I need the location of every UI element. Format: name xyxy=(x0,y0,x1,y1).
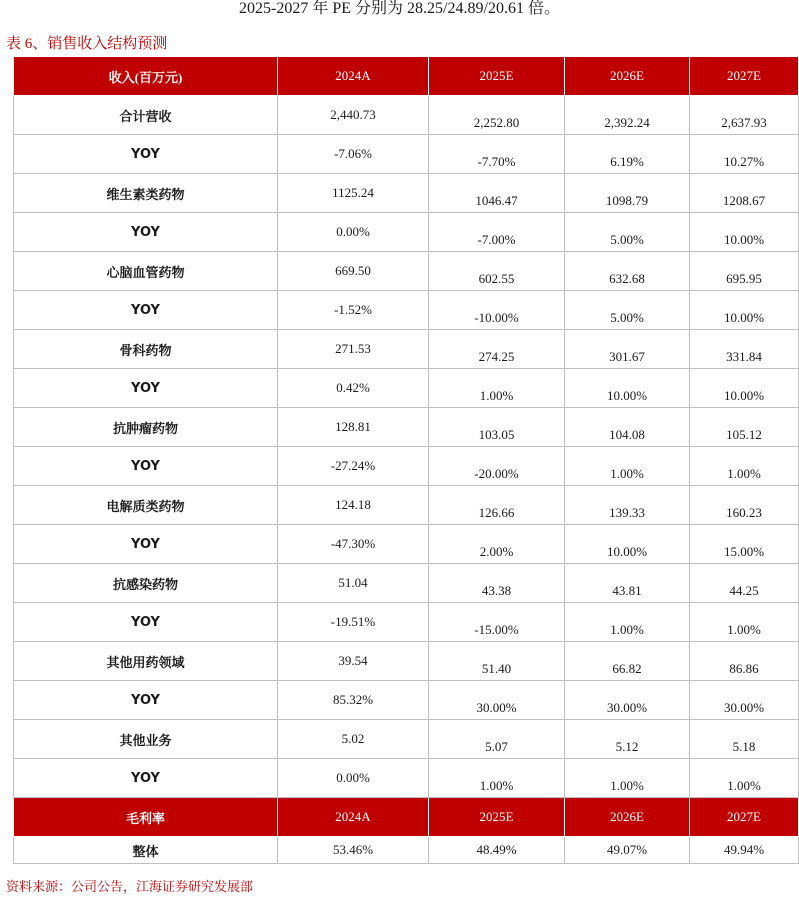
value-text: 10.00% xyxy=(606,388,648,403)
value-cell xyxy=(690,564,799,603)
value-cell xyxy=(690,720,799,759)
value-text: 5.07 xyxy=(485,739,508,754)
value-cell: 48.49% xyxy=(429,837,565,864)
value-cell xyxy=(429,408,565,447)
table-row xyxy=(14,291,799,330)
value-cell: 49.94% xyxy=(690,837,799,864)
value-text: -15.00% xyxy=(474,622,519,637)
row-label: 其他业务 xyxy=(14,720,278,759)
value-text: 10.00% xyxy=(723,388,765,403)
value-text: 10.00% xyxy=(723,232,765,247)
row-label: YOY xyxy=(14,291,278,330)
value-text: 602.55 xyxy=(478,271,515,286)
value-text: 86.86 xyxy=(729,661,759,676)
value-text: 51.40 xyxy=(481,661,512,676)
table-row xyxy=(14,486,799,525)
value-cell xyxy=(429,330,565,369)
table-row xyxy=(14,564,799,603)
value-cell xyxy=(565,96,690,135)
value-cell xyxy=(690,174,799,213)
value-cell xyxy=(565,486,690,525)
margin-header-cell: 2027E xyxy=(690,798,799,837)
value-text: 30.00% xyxy=(723,700,765,715)
row-label: 抗感染药物 xyxy=(14,564,278,603)
value-cell xyxy=(429,135,565,174)
value-cell: 128.81 xyxy=(278,408,429,447)
table-row xyxy=(14,447,799,486)
value-cell: 51.04 xyxy=(278,564,429,603)
header-cell: 收入(百万元) xyxy=(14,57,278,96)
value-cell xyxy=(565,564,690,603)
value-cell: 85.32% xyxy=(278,681,429,720)
value-cell xyxy=(565,642,690,681)
table-row xyxy=(14,759,799,798)
value-cell: 124.18 xyxy=(278,486,429,525)
margin-header-row xyxy=(14,798,799,837)
margin-header-cell: 2026E xyxy=(565,798,690,837)
value-text: 1046.47 xyxy=(475,193,518,208)
value-cell xyxy=(429,252,565,291)
row-label: 合计营收 xyxy=(14,96,278,135)
value-text: 274.25 xyxy=(478,349,515,364)
row-label: 其他用药领域 xyxy=(14,642,278,681)
value-cell: 0.00% xyxy=(278,213,429,252)
value-cell xyxy=(565,252,690,291)
value-text: 1208.67 xyxy=(722,193,766,208)
value-cell: -27.24% xyxy=(278,447,429,486)
value-text: 30.00% xyxy=(476,700,517,715)
value-cell: 53.46% xyxy=(278,837,429,864)
value-cell: 1125.24 xyxy=(278,174,429,213)
value-cell xyxy=(429,369,565,408)
value-cell xyxy=(690,252,799,291)
value-cell xyxy=(565,603,690,642)
value-cell xyxy=(565,681,690,720)
value-cell xyxy=(429,96,565,135)
row-label: YOY xyxy=(14,525,278,564)
value-text: 301.67 xyxy=(609,349,645,364)
value-text: -20.00% xyxy=(474,466,519,481)
value-text: 15.00% xyxy=(723,544,765,559)
value-cell xyxy=(429,291,565,330)
value-cell: 49.07% xyxy=(565,837,690,864)
margin-row xyxy=(14,837,799,864)
value-cell xyxy=(690,213,799,252)
value-cell xyxy=(565,291,690,330)
table-row xyxy=(14,252,799,291)
value-cell xyxy=(690,681,799,720)
margin-header-cell: 2025E xyxy=(429,798,565,837)
table-row xyxy=(14,96,799,135)
row-label: YOY xyxy=(14,213,278,252)
value-cell xyxy=(429,447,565,486)
value-cell xyxy=(565,174,690,213)
value-text: 2,252.80 xyxy=(473,115,520,130)
value-text: 43.81 xyxy=(612,583,642,598)
value-text: 5.12 xyxy=(615,739,639,754)
header-cell: 2026E xyxy=(565,57,690,96)
value-cell xyxy=(565,213,690,252)
table-title: 表 6、销售收入结构预测 xyxy=(6,36,168,52)
row-label: 整体 xyxy=(14,837,278,864)
summary-line: 2025-2027 年 PE 分别为 28.25/24.89/20.61 倍。 xyxy=(239,0,560,17)
value-text: 160.23 xyxy=(726,505,762,520)
header-cell: 2025E xyxy=(429,57,565,96)
row-label: YOY xyxy=(14,759,278,798)
revenue-forecast-table-container xyxy=(13,56,798,864)
value-cell xyxy=(565,330,690,369)
value-text: 104.08 xyxy=(609,427,645,442)
value-text: 126.66 xyxy=(478,505,515,520)
value-text: -7.00% xyxy=(477,232,516,247)
margin-header-cell: 2024A xyxy=(278,798,429,837)
table-row xyxy=(14,330,799,369)
revenue-forecast-table xyxy=(13,56,799,864)
value-cell xyxy=(690,408,799,447)
value-cell xyxy=(429,759,565,798)
value-cell xyxy=(690,642,799,681)
value-text: 105.12 xyxy=(726,427,762,442)
value-cell xyxy=(429,213,565,252)
value-text: 139.33 xyxy=(609,505,645,520)
value-cell xyxy=(690,135,799,174)
source-note: 资料来源：公司公告，江海证券研究发展部 xyxy=(6,880,254,895)
value-text: 1.00% xyxy=(727,622,761,637)
value-cell xyxy=(429,642,565,681)
value-text: 2,637.93 xyxy=(721,115,767,130)
table-row xyxy=(14,681,799,720)
value-cell: 2,440.73 xyxy=(278,96,429,135)
value-cell xyxy=(565,720,690,759)
value-text: 5.00% xyxy=(610,232,644,247)
value-cell xyxy=(690,291,799,330)
value-cell xyxy=(690,486,799,525)
value-text: 43.38 xyxy=(481,583,512,598)
value-cell xyxy=(690,96,799,135)
value-text: 1.00% xyxy=(727,778,761,793)
value-cell xyxy=(429,525,565,564)
value-text: 1.00% xyxy=(727,466,761,481)
value-text: 1.00% xyxy=(610,466,644,481)
value-text: 66.82 xyxy=(612,661,642,676)
value-cell: 39.54 xyxy=(278,642,429,681)
value-text: 2,392.24 xyxy=(604,115,650,130)
row-label: 骨科药物 xyxy=(14,330,278,369)
value-text: 1098.79 xyxy=(605,193,649,208)
table-row xyxy=(14,135,799,174)
value-cell xyxy=(690,759,799,798)
value-text: 1.00% xyxy=(610,622,644,637)
value-cell xyxy=(690,330,799,369)
table-header-row xyxy=(14,57,799,96)
value-cell xyxy=(565,135,690,174)
table-row xyxy=(14,603,799,642)
value-text: -7.70% xyxy=(477,154,516,169)
table-row xyxy=(14,174,799,213)
value-cell xyxy=(690,603,799,642)
value-cell xyxy=(690,369,799,408)
value-cell: 271.53 xyxy=(278,330,429,369)
value-cell xyxy=(429,720,565,759)
row-label: YOY xyxy=(14,603,278,642)
table-row xyxy=(14,642,799,681)
value-text: 103.05 xyxy=(478,427,515,442)
value-cell: 0.42% xyxy=(278,369,429,408)
value-cell xyxy=(565,525,690,564)
value-cell xyxy=(429,681,565,720)
value-text: 5.00% xyxy=(610,310,644,325)
row-label: 心脑血管药物 xyxy=(14,252,278,291)
value-cell xyxy=(690,525,799,564)
value-text: 44.25 xyxy=(729,583,759,598)
value-cell: -19.51% xyxy=(278,603,429,642)
table-row xyxy=(14,408,799,447)
value-text: 1.00% xyxy=(610,778,644,793)
value-text: 632.68 xyxy=(609,271,645,286)
table-row xyxy=(14,369,799,408)
value-cell xyxy=(565,408,690,447)
value-text: 30.00% xyxy=(606,700,648,715)
value-text: 1.00% xyxy=(479,388,514,403)
value-text: 10.00% xyxy=(723,310,765,325)
value-cell xyxy=(565,369,690,408)
table-row xyxy=(14,213,799,252)
value-text: 6.19% xyxy=(610,154,644,169)
row-label: 维生素类药物 xyxy=(14,174,278,213)
value-cell: 0.00% xyxy=(278,759,429,798)
value-cell xyxy=(429,174,565,213)
row-label: 抗肿瘤药物 xyxy=(14,408,278,447)
value-cell: 5.02 xyxy=(278,720,429,759)
value-cell: 669.50 xyxy=(278,252,429,291)
value-cell xyxy=(429,564,565,603)
header-cell: 2027E xyxy=(690,57,799,96)
value-cell: -7.06% xyxy=(278,135,429,174)
row-label: YOY xyxy=(14,681,278,720)
table-row xyxy=(14,720,799,759)
row-label: YOY xyxy=(14,369,278,408)
value-cell: -1.52% xyxy=(278,291,429,330)
header-cell: 2024A xyxy=(278,57,429,96)
row-label: YOY xyxy=(14,447,278,486)
value-text: 331.84 xyxy=(726,349,762,364)
row-label: YOY xyxy=(14,135,278,174)
value-cell xyxy=(565,759,690,798)
value-cell: -47.30% xyxy=(278,525,429,564)
margin-header-cell: 毛利率 xyxy=(14,798,278,837)
value-cell xyxy=(429,486,565,525)
value-cell xyxy=(429,603,565,642)
value-text: -10.00% xyxy=(474,310,519,325)
value-text: 10.00% xyxy=(606,544,648,559)
row-label: 电解质类药物 xyxy=(14,486,278,525)
value-text: 1.00% xyxy=(479,778,514,793)
value-cell xyxy=(565,447,690,486)
value-text: 5.18 xyxy=(732,739,756,754)
value-text: 695.95 xyxy=(726,271,762,286)
value-cell xyxy=(690,447,799,486)
value-text: 10.27% xyxy=(723,154,765,169)
table-row xyxy=(14,525,799,564)
value-text: 2.00% xyxy=(479,544,514,559)
